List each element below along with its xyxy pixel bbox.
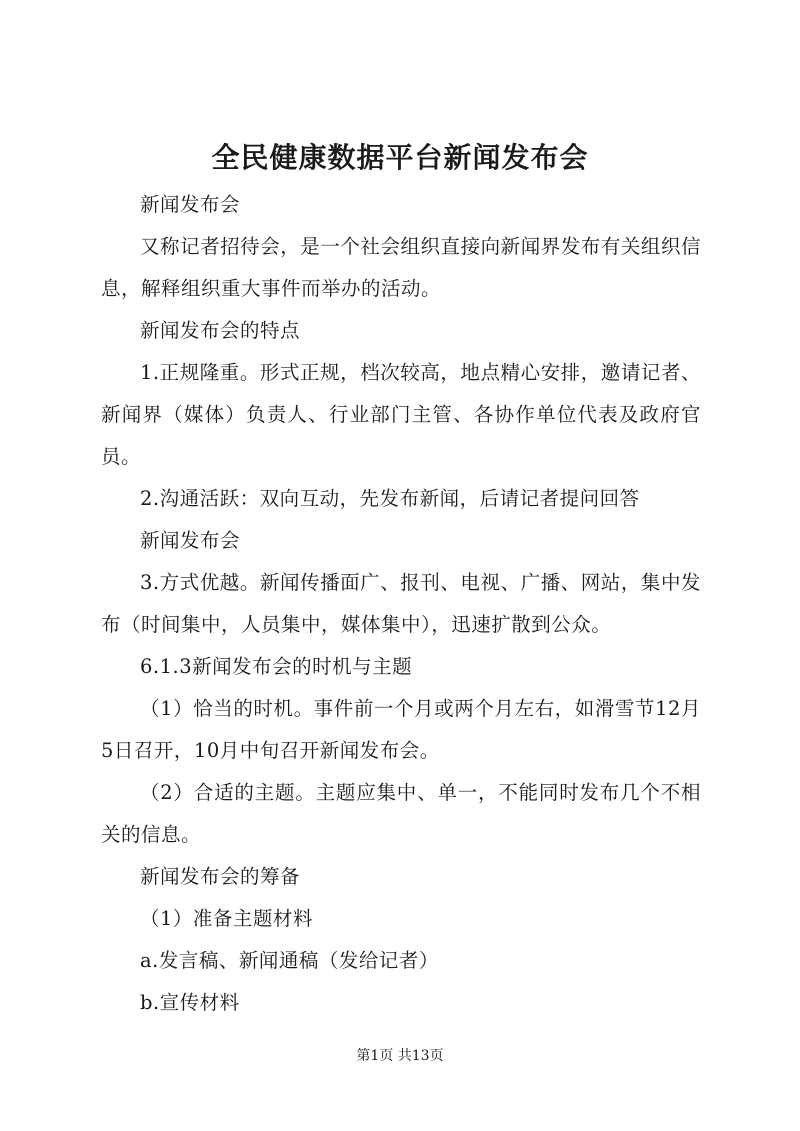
paragraph: 新闻发布会 xyxy=(140,529,241,552)
paragraph: （2）合适的主题。主题应集中、单一，不能同时发布几个不相关的信息。 xyxy=(101,781,701,846)
paragraph: 新闻发布会的筹备 xyxy=(140,865,301,888)
paragraph: b.宣传材料 xyxy=(140,991,240,1014)
paragraph: 又称记者招待会，是一个社会组织直接向新闻界发布有关组织信息，解释组织重大事件而举办的活动。 xyxy=(101,235,701,300)
paragraph: a.发言稿、新闻通稿（发给记者） xyxy=(140,949,439,972)
paragraph: 1.正规隆重。形式正规，档次较高，地点精心安排，邀请记者、新闻界（媒体）负责人、行业部门主管、各协作单位代表及政府官员。 xyxy=(101,361,701,468)
paragraph: （1）恰当的时机。事件前一个月或两个月左右，如滑雪节12月5日召开，10月中旬召开新闻发布会。 xyxy=(101,697,701,762)
paragraph: 2.沟通活跃：双向互动，先发布新闻，后请记者提问回答 xyxy=(140,487,640,510)
paragraph: 新闻发布会 xyxy=(140,193,241,216)
document-title: 全民健康数据平台新闻发布会 xyxy=(211,141,589,174)
paragraph: 3.方式优越。新闻传播面广、报刊、电视、广播、网站，集中发布（时间集中，人员集中，媒体集中），迅速扩散到公众。 xyxy=(101,571,701,636)
paragraph: 新闻发布会的特点 xyxy=(140,319,301,342)
paragraph: （1）准备主题材料 xyxy=(140,907,313,930)
paragraph: 6.1.3新闻发布会的时机与主题 xyxy=(140,655,413,678)
page-footer: 第1页 共13页 xyxy=(356,1048,444,1064)
document-body xyxy=(101,184,701,1024)
